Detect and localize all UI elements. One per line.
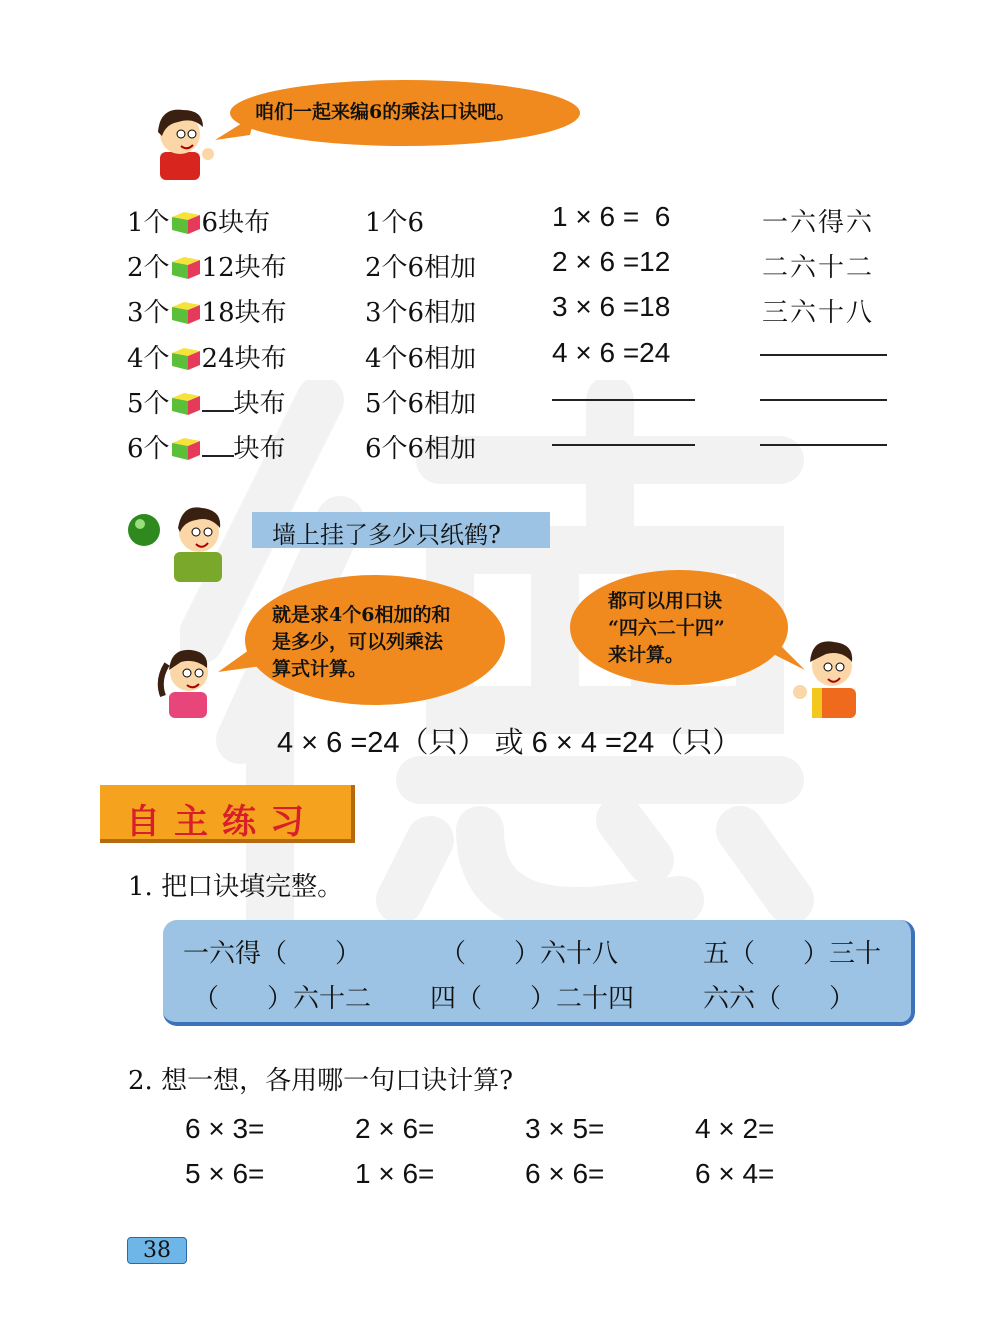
boy-speech-text xyxy=(608,588,725,669)
fill-in-item[interactable] xyxy=(430,978,634,1015)
girl-speech-text xyxy=(272,602,450,683)
fill-in-item[interactable] xyxy=(193,978,371,1015)
item-text: ）六十二 xyxy=(267,984,372,1014)
table-row-addition: 1个6 xyxy=(365,208,425,238)
question-2-prompt: 2. 想一想，各用哪一句口诀计算? xyxy=(128,1066,514,1096)
cloth-cube-icon xyxy=(170,209,202,235)
green-ball-icon xyxy=(126,512,162,548)
table-row-equation: 2 × 6 =12 xyxy=(552,246,671,277)
table-row-addition: 4个6相加 xyxy=(365,344,477,374)
expression-item: 6 × 4= xyxy=(695,1158,775,1189)
cloth-text: 块布 xyxy=(233,434,286,464)
expression-item: 2 × 6= xyxy=(355,1113,435,1144)
cloth-cube-icon xyxy=(170,435,202,461)
item-text: ） xyxy=(829,984,856,1014)
expression-item: 1 × 6= xyxy=(355,1158,435,1189)
expression-item: 4 × 2= xyxy=(695,1113,775,1144)
cloth-text: 12块布 xyxy=(201,253,287,283)
table-row-objects xyxy=(127,292,287,329)
count-text: 4个 xyxy=(127,344,170,374)
count-text: 5个 xyxy=(127,389,170,419)
table-row-addition: 5个6相加 xyxy=(365,389,477,419)
bubble-tail xyxy=(215,115,255,145)
item-text: （ xyxy=(193,984,220,1014)
table-row-addition: 2个6相加 xyxy=(365,253,477,283)
item-text: 四（ xyxy=(430,984,483,1014)
item-text: ） xyxy=(335,939,362,969)
speech-line: 就是求4个6相加的和 xyxy=(272,604,451,626)
count-text: 6个 xyxy=(127,434,170,464)
speech-line: 来计算。 xyxy=(608,644,685,666)
expression-item: 6 × 6= xyxy=(525,1158,605,1189)
table-row-equation: 1 × 6 = 6 xyxy=(552,201,671,232)
table-row-equation: 3 × 6 =18 xyxy=(552,291,671,322)
item-text: 五（ xyxy=(703,939,756,969)
count-text: 1个 xyxy=(127,208,170,238)
table-row-objects xyxy=(127,338,287,375)
table-row-objects xyxy=(127,202,270,239)
girl-character-icon xyxy=(155,640,220,718)
cloth-cube-icon xyxy=(170,345,202,371)
cloth-text: 块布 xyxy=(233,389,286,419)
speech-line: 是多少，可以列乘法 xyxy=(272,631,444,653)
equation-blank[interactable] xyxy=(552,383,695,413)
count-text: 3个 xyxy=(127,298,170,328)
fill-in-item[interactable] xyxy=(440,933,618,970)
table-row-equation: 4 × 6 =24 xyxy=(552,337,671,368)
speech-line: 都可以用口诀 xyxy=(608,590,723,612)
expression-item: 3 × 5= xyxy=(525,1113,605,1144)
fill-in-item[interactable] xyxy=(183,933,361,970)
cloth-cube-icon xyxy=(170,299,202,325)
question-text: 墙上挂了多少只纸鹤? xyxy=(272,521,501,549)
cloth-cube-icon xyxy=(170,254,202,280)
count-text: 2个 xyxy=(127,253,170,283)
table-row-rhyme: 一六得六 xyxy=(762,208,875,238)
table-row-addition: 6个6相加 xyxy=(365,434,477,464)
bubble-tail xyxy=(218,640,268,680)
table-row-rhyme: 三六十八 xyxy=(762,298,875,328)
boy-character-icon xyxy=(168,500,230,582)
item-text: ）三十 xyxy=(803,939,882,969)
fill-in-item[interactable] xyxy=(703,933,881,970)
table-row-addition: 3个6相加 xyxy=(365,298,477,328)
fill-in-item[interactable] xyxy=(703,978,855,1015)
intro-speech-text: 咱们一起来编6的乘法口诀吧。 xyxy=(255,101,516,123)
equation-blank[interactable] xyxy=(552,428,695,458)
cloth-cube-icon xyxy=(170,390,202,416)
speech-line: 算式计算。 xyxy=(272,658,368,680)
item-text: 一六得（ xyxy=(183,939,288,969)
item-text: （ xyxy=(440,939,467,969)
rhyme-blank[interactable] xyxy=(760,428,887,458)
cloth-text: 24块布 xyxy=(201,344,287,374)
table-row-objects xyxy=(127,247,287,284)
answer-blank[interactable] xyxy=(202,433,234,457)
boy-waving-character-icon xyxy=(790,632,868,718)
question-1-prompt: 1. 把口诀填完整。 xyxy=(128,872,344,902)
cloth-text: 18块布 xyxy=(201,298,287,328)
cloth-text: 6块布 xyxy=(201,208,271,238)
page-number-badge: 38 xyxy=(127,1237,187,1264)
table-row-objects xyxy=(127,428,286,465)
boy-character-icon xyxy=(148,102,218,182)
item-text: ）二十四 xyxy=(530,984,635,1014)
expression-item: 5 × 6= xyxy=(185,1158,265,1189)
rhyme-blank[interactable] xyxy=(760,338,887,368)
expression-item: 6 × 3= xyxy=(185,1113,265,1144)
item-text: ）六十八 xyxy=(514,939,619,969)
answer-blank[interactable] xyxy=(202,388,234,412)
table-row-rhyme: 二六十二 xyxy=(762,253,875,283)
rhyme-blank[interactable] xyxy=(760,383,887,413)
example-answer: 4 × 6 =24（只） 或 6 × 4 =24（只） xyxy=(277,727,742,759)
speech-line: “四六二十四” xyxy=(608,617,725,639)
table-row-objects xyxy=(127,383,286,420)
item-text: 六六（ xyxy=(703,984,782,1014)
practice-title: 自主练习 xyxy=(126,802,318,842)
